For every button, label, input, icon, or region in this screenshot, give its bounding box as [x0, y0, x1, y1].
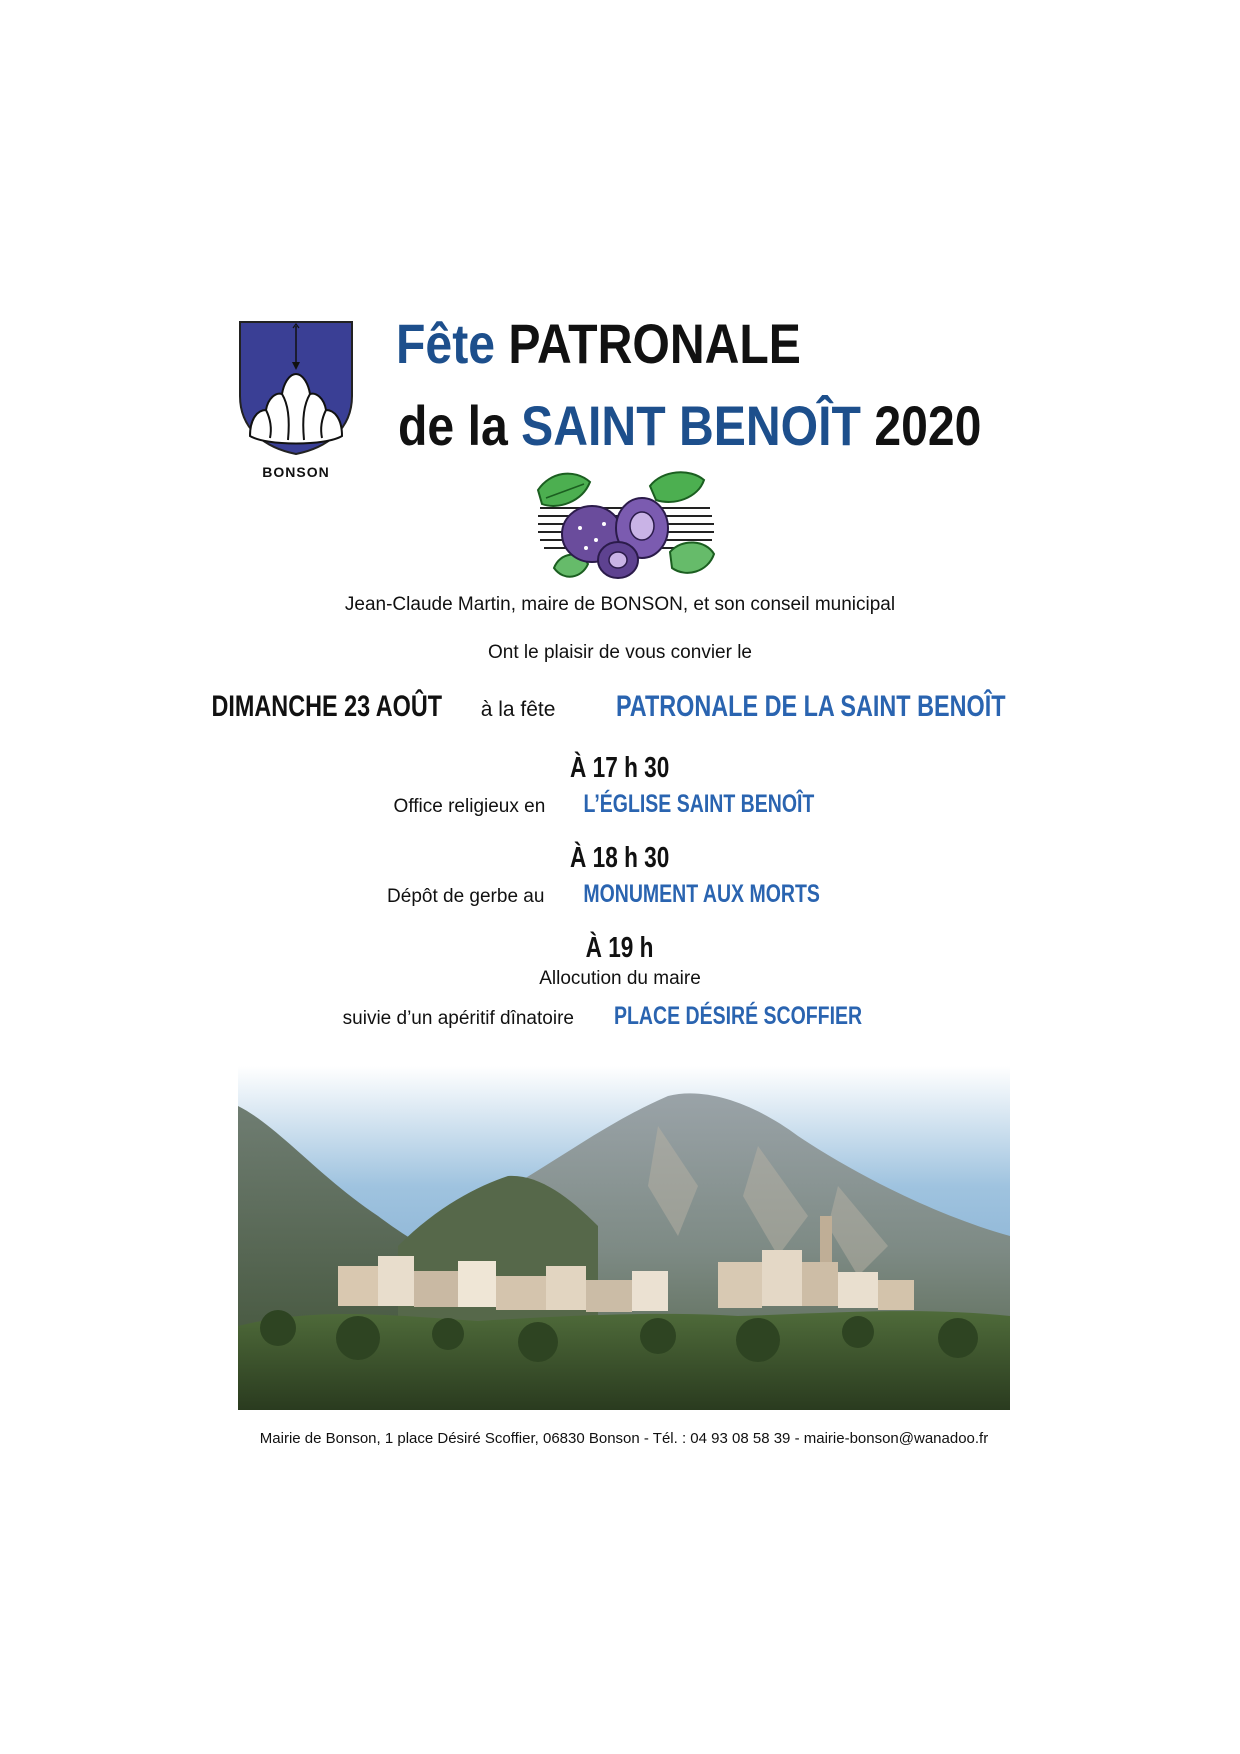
date-line	[0, 690, 1240, 724]
schedule-time-text: À 17 h 30	[570, 752, 670, 784]
schedule-time-2	[0, 842, 1240, 875]
event-date: DIMANCHE 23 AOÛT	[211, 690, 443, 723]
schedule-time-text: À 18 h 30	[570, 842, 670, 874]
schedule-desc-3-line-1: Allocution du maire	[539, 968, 701, 989]
figs-illustration	[530, 468, 720, 588]
schedule-place: L’ÉGLISE SAINT BENOÎT	[583, 790, 814, 818]
host-line: Jean-Claude Martin, maire de BONSON, et son conseil municipal	[344, 594, 896, 615]
schedule-desc-text: Dépôt de gerbe au	[387, 886, 550, 907]
title-fete: Fête	[396, 312, 496, 375]
title-de-la: de la	[398, 394, 522, 457]
schedule-time-1	[0, 752, 1240, 785]
bonson-coat-of-arms	[236, 318, 356, 458]
schedule-desc-3-line-2	[0, 1002, 1240, 1031]
title-patronale: PATRONALE	[495, 312, 801, 375]
title-year: 2020	[860, 394, 982, 457]
event-name: PATRONALE DE LA SAINT BENOÎT	[616, 690, 1006, 723]
title-line-2	[398, 394, 981, 458]
schedule-place: PLACE DÉSIRÉ SCOFFIER	[614, 1002, 863, 1030]
date-connector: à la fête	[474, 698, 562, 721]
footer-contact: Mairie de Bonson, 1 place Désiré Scoffier, 06830 Bonson - Tél. : 04 93 08 58 39 - mairie-bonson@wanadoo.fr	[259, 1430, 989, 1447]
schedule-desc-2	[0, 880, 1240, 909]
schedule-time-text: À 19 h	[586, 932, 654, 964]
schedule-time-3	[0, 932, 1240, 965]
schedule-place: MONUMENT AUX MORTS	[583, 880, 820, 908]
invite-line: Ont le plaisir de vous convier le	[487, 642, 752, 663]
crest-label: BONSON	[262, 464, 330, 480]
title-saint-benoit: SAINT BENOÎT	[521, 394, 861, 457]
schedule-desc-text: suivie d’un apéritif dînatoire	[342, 1008, 580, 1029]
title-line-1	[396, 312, 801, 376]
schedule-desc-1	[0, 790, 1240, 819]
schedule-desc-text: Office religieux en	[393, 796, 551, 817]
village-photo	[238, 1066, 1010, 1410]
